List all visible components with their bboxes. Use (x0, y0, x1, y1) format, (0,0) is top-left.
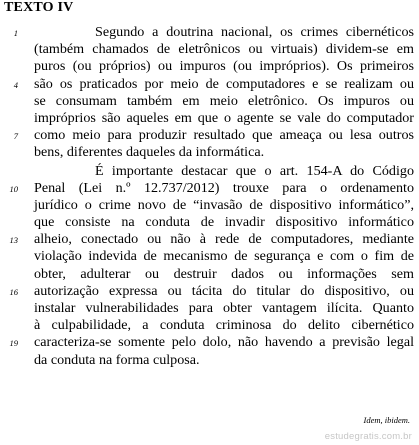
line-text: jurídico o crime novo de “invasão de dispositivo informático”, (34, 196, 414, 213)
text-line (34, 58, 414, 75)
text-line (13, 127, 414, 144)
line-text: Segundo a doutrina nacional, os crimes cibernéticos (95, 24, 414, 40)
line-number: 7 (13, 131, 18, 142)
text-title: TEXTO IV (4, 0, 74, 15)
line-number: 16 (9, 286, 18, 297)
line-text: (também chamados de eletrônicos ou virtuais) dividem-se em (34, 41, 414, 58)
text-line (34, 163, 414, 180)
text-line (34, 93, 414, 110)
line-text: bens, diferentes daqueles da informática. (34, 144, 265, 161)
line-text: caracteriza-se somente pelo dolo, não havendo a previsão legal (34, 334, 414, 351)
text-line (9, 282, 414, 300)
text-line (34, 317, 414, 334)
text-line (9, 179, 414, 197)
source-credit: Idem, ibidem. (363, 415, 410, 425)
line-number: 4 (13, 79, 18, 90)
text-line (9, 334, 414, 351)
text-line (34, 197, 414, 214)
text-line (13, 24, 414, 41)
line-text: impróprios são aqueles em que o agente se vale do computador (34, 109, 414, 126)
line-text: autorização expressa ou tácita do titular do dispositivo, ou (34, 282, 414, 299)
text-line (34, 300, 414, 317)
text-line (34, 214, 414, 231)
line-number: 19 (9, 338, 18, 349)
line-text: É importante destacar que o art. 154-A do Código (95, 162, 414, 179)
text-body (9, 24, 414, 369)
text-line (9, 231, 414, 248)
line-text: instalar vulnerabilidades para obter vantagem ilícita. Quanto (34, 300, 414, 316)
line-text: da conduta na forma culposa. (34, 351, 200, 368)
line-number: 13 (9, 235, 18, 246)
line-text: alheio, conectado ou não à rede de computadores, mediante (34, 231, 414, 248)
text-line (34, 41, 414, 58)
line-text: que consiste na conduta de invadir dispositivo informático (34, 214, 414, 231)
line-text: são os praticados por meio de computadores e se realizam ou (34, 75, 414, 92)
text-line (34, 248, 414, 265)
line-text: se consumam também em meio eletrônico. Os impuros ou (34, 92, 414, 109)
line-text: obter, adulterar ou destruir dados ou informações sem (34, 265, 414, 282)
line-text: puros (ou próprios) ou impuros (ou impróprios). Os primeiros (34, 58, 414, 75)
line-text: violação indevida de mecanismo de segurança e com o fim de (34, 248, 414, 265)
line-text: à culpabilidade, a conduta criminosa do delito cibernético (34, 317, 414, 334)
line-number: 1 (13, 28, 18, 38)
text-line (13, 75, 414, 93)
text-line (34, 352, 414, 369)
text-line (34, 266, 414, 283)
site-watermark: estudegratis.com.br (324, 431, 412, 442)
line-text: como meio para produzir resultado que ameaça ou lesa outros (34, 127, 414, 144)
line-text: Penal (Lei n.º 12.737/2012) trouxe para o ordenamento (34, 179, 414, 196)
text-line (34, 144, 414, 161)
line-number: 10 (9, 183, 18, 194)
text-line (34, 110, 414, 127)
